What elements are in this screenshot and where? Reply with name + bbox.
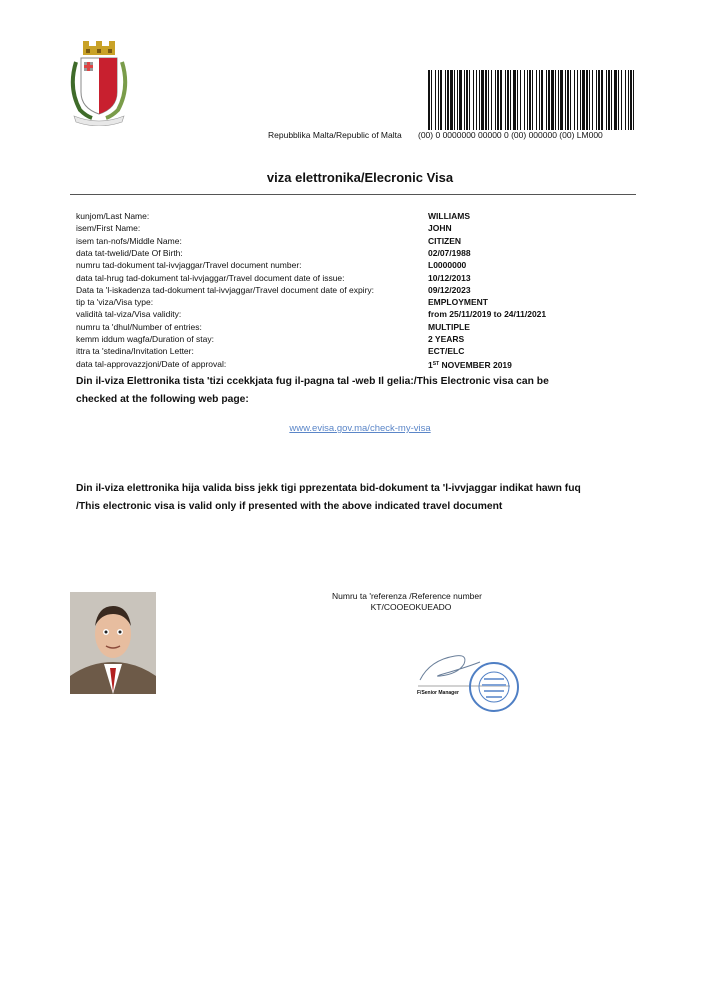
field-label: Data ta 'l-iskadenza tad-dokument tal-ivvjaggar/Travel document date of expiry: bbox=[76, 284, 375, 295]
field-label: numru ta 'dhul/Number of entries: bbox=[76, 321, 202, 332]
field-value: 09/12/2023 bbox=[428, 284, 471, 295]
holder-photo bbox=[70, 592, 156, 694]
field-label: numru tad-dokument tal-ivvjaggar/Travel document number: bbox=[76, 260, 302, 271]
field-label: data tal-approvazzjoni/Date of approval: bbox=[76, 358, 227, 369]
field-invitation-letter bbox=[76, 345, 636, 357]
field-last-name bbox=[76, 210, 636, 222]
field-value: MULTIPLE bbox=[428, 321, 470, 332]
field-label: kunjom/Last Name: bbox=[76, 211, 150, 221]
field-label: isem/First Name: bbox=[76, 223, 141, 234]
check-online-notice: Din il-viza Elettronika tista 'tizi ccekkjata fug il-pagna tal -web Il gelia:/This Electronic visa can be checked at the following web page: bbox=[76, 376, 549, 405]
official-stamp bbox=[468, 654, 520, 720]
field-label: ittra ta 'stedina/Invitation Letter: bbox=[76, 346, 194, 357]
field-value: L0000000 bbox=[428, 260, 467, 271]
field-document-number bbox=[76, 259, 636, 271]
field-value: EMPLOYMENT bbox=[428, 297, 488, 308]
field-middle-name bbox=[76, 235, 636, 247]
field-label: data tat-twelid/Date Of Birth: bbox=[76, 247, 183, 258]
field-value: 10/12/2013 bbox=[428, 272, 471, 283]
field-date-of-issue bbox=[76, 272, 636, 284]
field-value: 2 YEARS bbox=[428, 334, 465, 344]
document-title: viza elettronika/Elecronic Visa bbox=[266, 170, 454, 185]
reference-number: KT/COOEOKUEADO bbox=[370, 602, 452, 612]
field-value: CITIZEN bbox=[428, 235, 462, 246]
check-visa-link[interactable]: www.evisa.gov.ma/check-my-visa bbox=[289, 423, 431, 434]
validity-notice: Din il-viza elettronika hija valida biss jekk tigi pprezentata bid-dokument ta 'l-ivvjaggar indikat hawn fuq /This electronic visa is valid only if presented with the above indicated travel document bbox=[76, 483, 581, 512]
approval-day: 1 bbox=[428, 359, 433, 370]
title-divider bbox=[70, 194, 636, 195]
field-value bbox=[428, 358, 512, 371]
approval-day-suffix: ST bbox=[432, 360, 440, 367]
reference-label: Numru ta 'referenza /Reference number bbox=[332, 591, 482, 601]
field-label: data tal-hrug tad-dokument tal-ivvjaggar/Travel document date of issue: bbox=[76, 272, 345, 283]
signatory-title: F/Senior Manager bbox=[417, 690, 459, 696]
approval-month-year: NOVEMBER 2019 bbox=[439, 359, 512, 370]
field-value: 02/07/1988 bbox=[428, 247, 471, 258]
field-label: kemm iddum wagfa/Duration of stay: bbox=[76, 334, 214, 344]
field-first-name bbox=[76, 222, 636, 234]
field-label: isem tan-nofs/Middle Name: bbox=[76, 235, 182, 246]
field-label: validità tal-viza/Visa validity: bbox=[76, 309, 182, 320]
barcode-number: (00) 0 0000000 00000 0 (00) 000000 (00) LM000 bbox=[418, 130, 603, 140]
malta-coat-of-arms bbox=[66, 40, 132, 126]
field-number-of-entries bbox=[76, 321, 636, 333]
field-date-of-expiry bbox=[76, 284, 636, 296]
field-label: tip ta 'viza/Visa type: bbox=[76, 297, 154, 308]
field-visa-type bbox=[76, 296, 636, 308]
field-duration-of-stay bbox=[76, 333, 636, 345]
field-value: WILLIAMS bbox=[428, 211, 471, 221]
field-value: from 25/11/2019 to 24/11/2021 bbox=[428, 309, 547, 320]
field-visa-validity bbox=[76, 308, 636, 320]
barcode bbox=[428, 70, 634, 130]
field-value: JOHN bbox=[428, 223, 452, 234]
field-date-of-birth bbox=[76, 247, 636, 259]
field-value: ECT/ELC bbox=[428, 346, 465, 357]
republic-label: Repubblika Malta/Republic of Malta bbox=[268, 130, 402, 140]
field-date-of-approval bbox=[76, 358, 636, 370]
